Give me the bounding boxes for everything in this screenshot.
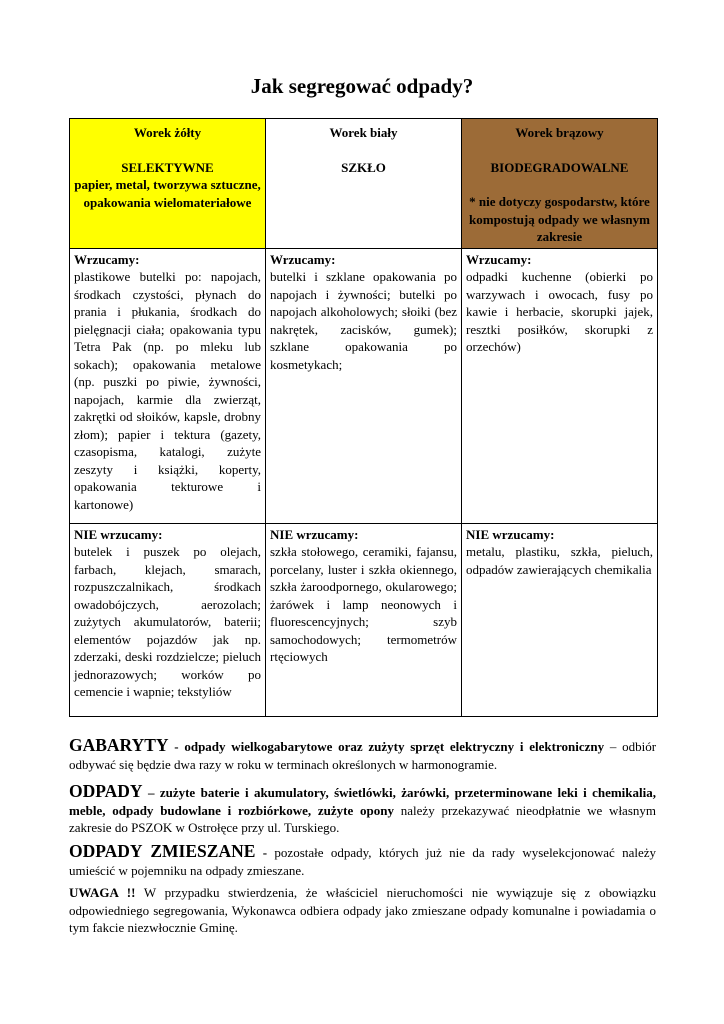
- note-bold-text: – zużyte baterie i akumulatory, świetlówki, żarówki, przeterminowane leki i chemikalia, meble, odpady budowlane i rozbiórkowe, zużyte opony: [69, 785, 657, 818]
- reject-label: NIE wrzucamy:: [466, 526, 555, 542]
- note-bold-text: -: [262, 845, 268, 860]
- note-text: W przypadku stwierdzenia, że właściciel nieruchomości nie wywiązuje się z obowiązku odpowiedniego segregowania, Wykonawca odbiera odpady jako zmieszane odpady komunalne i powiadamia o tym fakcie niezwłocznie Gminę.: [69, 885, 657, 935]
- reject-row: [70, 523, 658, 716]
- accept-text: plastikowe butelki po: napojach, środkach czystości, płynach do prania i płukania, środkach do pielęgnacji ciała; opakowania typu Tetra Pak (np. po mleku lub sokach); opakowania metalowe (np. puszki po piwie, żywności, napojach, karmie dla zwierząt, zakrętki od słoików, kapsle, drobny złom); papier i tektura (gazety, czasopisma, katalogi, zużyte zeszyty i książki, koperty, opakowania tekturowe i kartonowe): [74, 269, 261, 512]
- reject-label: NIE wrzucamy:: [270, 526, 359, 542]
- header-cell-yellow-bag: [70, 119, 266, 249]
- note-uwaga: [69, 884, 656, 937]
- note-text: – odbiór odbywać się będzie dwa razy w roku w terminach określonych w harmonogramie.: [69, 739, 657, 772]
- bin-category: SELEKTYWNE: [121, 159, 214, 175]
- bin-name: Worek biały: [329, 125, 398, 140]
- reject-cell-brown: [462, 523, 658, 716]
- note-heading: ODPADY: [69, 781, 143, 801]
- segregation-table: [69, 118, 658, 717]
- accept-text: butelki i szklane opakowania po napojach i żywności; butelki po napojach alkoholowych; słoiki (bez nakrętek, zacisków, gumek); szklane opakowania po kosmetykach;: [270, 269, 457, 372]
- accept-cell-yellow: [70, 248, 266, 523]
- note-heading: GABARYTY: [69, 735, 169, 755]
- note-heading: ODPADY ZMIESZANE: [69, 841, 256, 861]
- note-gabaryty: [69, 737, 656, 773]
- reject-text: szkła stołowego, ceramiki, fajansu, porcelany, luster i szkła okiennego, szkła żaroodpornego, okularowego; żarówek i lamp neonowych i fluorescencyjnych; szyb samochodowych; termometrów rtęciowych: [270, 544, 457, 664]
- bin-category: BIODEGRADOWALNE: [490, 159, 629, 175]
- reject-cell-white: [266, 523, 462, 716]
- note-zmieszane: [69, 843, 656, 879]
- accept-text: odpadki kuchenne (obierki po warzywach i owocach, fusy po kawie i herbacie, skorupki jajek, resztki posiłków, skorupki z orzechów): [466, 269, 653, 354]
- note-text: pozostałe odpady, których już nie da rady wyselekcjonować należy umieścić w pojemniku na odpady zmieszane.: [69, 845, 657, 878]
- accept-cell-white: [266, 248, 462, 523]
- bin-category: SZKŁO: [341, 159, 386, 175]
- note-bold-text: - odpady wielkogabarytowe oraz zużyty sprzęt elektryczny i elektroniczny: [174, 739, 605, 754]
- header-cell-white-bag: [266, 119, 462, 249]
- accept-row: [70, 248, 658, 523]
- reject-text: butelek i puszek po olejach, farbach, klejach, smarach, rozpuszczalnikach, środkach owadobójczych, aerozolach; zużytych akumulatorów, baterii; elementów pojazdów jak np. zderzaki, deski rozdzielcze; pieluch jednorazowych; worków po cemencie i wapnie; tekstyliów: [74, 544, 261, 699]
- bin-name: Worek żółty: [133, 125, 202, 140]
- reject-text: metalu, plastiku, szkła, pieluch, odpadów zawierających chemikalia: [466, 544, 653, 577]
- accept-cell-brown: [462, 248, 658, 523]
- accept-label: Wrzucamy:: [74, 251, 140, 267]
- header-cell-brown-bag: [462, 119, 658, 249]
- page-title: Jak segregować odpady?: [250, 74, 474, 98]
- reject-label: NIE wrzucamy:: [74, 526, 163, 542]
- note-heading: UWAGA !!: [69, 885, 136, 900]
- bin-description: * nie dotyczy gospodarstw, które kompostują odpady we własnym zakresie: [469, 194, 650, 244]
- reject-cell-yellow: [70, 523, 266, 716]
- bin-name: Worek brązowy: [515, 125, 604, 140]
- note-odpady: [69, 783, 656, 837]
- bin-description: papier, metal, tworzywa sztuczne, opakowania wielomateriałowe: [74, 177, 261, 210]
- table-header-row: [70, 119, 658, 249]
- note-text: należy przekazywać nieodpłatnie we własnym zakresie do PSZOK w Ostrołęce przy ul. Turskiego.: [69, 802, 656, 835]
- accept-label: Wrzucamy:: [466, 251, 532, 267]
- accept-label: Wrzucamy:: [270, 251, 336, 267]
